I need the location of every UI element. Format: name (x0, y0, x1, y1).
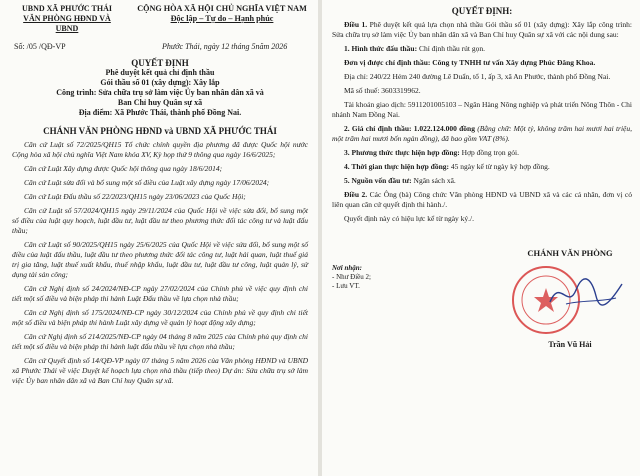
document-number: Số: /05 /QĐ-VP (14, 42, 66, 51)
decision-subject-5: Địa điểm: Xã Phước Thái, thành phố Đồng Nai. (78, 108, 242, 117)
decision-heading: QUYẾT ĐỊNH: (451, 6, 513, 16)
decision-subject-4: Ban Chỉ huy Quân sự xã (117, 98, 203, 107)
legal-basis: Căn cứ Luật số 57/2024/QH15 ngày 29/11/2024 của Quốc Hội về việc sửa đổi, bổ sung một số điều của luật quy hoạch, luật đầu tư, luật đầu tư theo phương thức đối tác công tư và luật đấu thầu; (12, 206, 308, 235)
item-contract-method: 3. Phương thức thực hiện hợp đồng: Hợp đồng trọn gói. (344, 148, 519, 157)
national-heading (127, 4, 317, 24)
contractor-address: Địa chỉ: 240/22 Hẻm 240 đường Lê Duẩn, tổ 1, ấp 3, xã An Phước, thành phố Đồng Nai. (344, 72, 611, 81)
decision-page-left (0, 0, 318, 476)
issuing-agency (12, 4, 122, 34)
document-header (12, 4, 308, 56)
recipient-item: - Lưu VT. (332, 282, 360, 290)
recipients-label: Nơi nhận: (332, 264, 363, 272)
legal-basis: Căn cứ Luật Xây dựng được Quốc hội thông qua ngày 18/6/2014; (24, 164, 223, 173)
handwritten-signature-icon (546, 272, 626, 312)
contractor-bank-account: Tài khoản giao dịch: 5911201005103 – Ngân Hàng Nông nghiệp và phát triển Nông Thôn - Chi nhánh Nam Đồng Nai. (332, 100, 632, 119)
item-contract-duration: 4. Thời gian thực hiện hợp đồng: 45 ngày kể từ ngày ký hợp đồng. (344, 162, 550, 171)
decision-subject-3: Công trình: Sửa chữa trụ sở làm việc Ủy ban nhân dân xã và (56, 88, 264, 97)
legal-basis: Căn cứ Quyết định số 14/QĐ-VP ngày 07 tháng 5 năm 2026 của Văn phòng HĐND và UBND xã Phước Thái về việc Duyệt kế hoạch lựa chọn nhà thầu (tiếp theo) Dự án: Sửa chữa trụ sở làm việc Ủy ban nhân dân xã và Ban Chỉ huy Quân sự xã. (12, 356, 308, 385)
legal-basis: Căn cứ Nghị định số 214/2025/NĐ-CP ngày 04 tháng 8 năm 2025 của Chính phủ quy định chi tiết một số điều và biện pháp thi hành luật đấu thầu về lựa chọn nhà thầu; (12, 332, 308, 351)
agency-line2: VĂN PHÒNG HĐND VÀ UBND (23, 14, 111, 33)
legal-basis: Căn cứ Nghị định số 24/2024/NĐ-CP ngày 27/02/2024 của Chính phủ về việc quy định chi tiết một số điều và biện pháp thi hành Luật Đấu thầu về lựa chọn nhà thầu; (12, 284, 308, 303)
recipient-item: - Như Điều 2; (332, 273, 371, 281)
article-1: Điều 1. Phê duyệt kết quả lựa chọn nhà thầu Gói thầu số 01 (xây dựng): Xây lắp công trình: Sửa chữa trụ sở làm việc Ủy ban nhân dân xã và Ban Chỉ huy Quân sự xã với các nội dung sau: (332, 20, 633, 39)
decision-subject-1: Phê duyệt kết quả chỉ định thầu (105, 68, 215, 77)
legal-basis: Căn cứ Nghị định số 175/2024/NĐ-CP ngày 30/12/2024 của Chính phủ về quy định chi tiết một số điều và biện pháp thi hành Luật xây dựng về quản lý hoạt động xây dựng; (12, 308, 308, 327)
item-contract-form: 1. Hình thức đấu thầu: Chỉ định thầu rút gọn. (344, 44, 485, 53)
article-2: Điều 2. Các Ông (bà) Công chức Văn phòng HĐND và UBND xã và các cá nhân, đơn vị có liên quan căn cứ quyết định thi hành./. (332, 190, 633, 209)
issuing-authority: CHÁNH VĂN PHÒNG HĐND và UBND XÃ PHƯỚC THÁI (43, 126, 277, 136)
contractor-tax-code: Mã số thuế: 3603319962. (344, 86, 421, 95)
nation-name: CỘNG HÒA XÃ HỘI CHỦ NGHĨA VIỆT NAM (137, 4, 307, 13)
recipients (332, 264, 371, 291)
date-line: Phước Thái, ngày 12 tháng 5năm 2026 (162, 42, 288, 51)
agency-line1: UBND XÃ PHƯỚC THÁI (21, 4, 112, 13)
signature-block (332, 228, 632, 356)
item-funding-source: 5. Nguồn vốn đầu tư: Ngân sách xã. (344, 176, 456, 185)
legal-basis: Căn cứ Luật số 72/2025/QH15 Tổ chức chính quyền địa phương đã được Quốc hội nước Cộng hòa xã hội chủ nghĩa Việt Nam khóa XV, Kỳ họp thứ 9 thông qua ngày 16/6/2025; (12, 140, 308, 159)
national-motto: Độc lập – Tự do – Hạnh phúc (170, 14, 274, 23)
item-contract-price: 2. Giá chỉ định thầu: 1.022.124.000 đồng (Bằng chữ: Một tỷ, không trăm hai mươi hai triệu, một trăm hai mươi bốn ngàn đồng), đã bao gồm VAT (8%). (332, 124, 633, 143)
effective-clause: Quyết định này có hiệu lực kể từ ngày ký./. (344, 214, 474, 223)
decision-title: QUYẾT ĐỊNH (131, 58, 189, 68)
decision-subject-2: Gói thầu số 01 (xây dựng): Xây lắp (100, 78, 220, 87)
signer-title: CHÁNH VĂN PHÒNG (527, 248, 613, 258)
contractor-unit: Đơn vị được chỉ định thầu: Công ty TNHH tư vấn Xây dựng Phúc Đăng Khoa. (344, 58, 596, 67)
signer-name: Trần Vũ Hải (548, 340, 592, 349)
legal-basis: Căn cứ Luật Đấu thầu số 22/2023/QH15 ngày 23/06/2023 của Quốc Hội; (24, 192, 246, 201)
legal-basis: Căn cứ Luật số 90/2025/QH15 ngày 25/6/2025 của Quốc Hội về việc sửa đổi, bổ sung một số điều của luật đấu thầu, luật đầu tư theo phương thức đối tác công tư, luật hải quan, luật thuế giá trị gia tăng, luật thuế xuất khẩu, thuế nhập khẩu, luật đầu tư, luật đầu tư công, luật quản lý, sử dụng tài sản công; (12, 240, 308, 279)
decision-page-right (322, 0, 640, 476)
legal-basis: Căn cứ Luật sửa đổi và bổ sung một số điều của Luật xây dựng ngày 17/06/2024; (24, 178, 270, 187)
